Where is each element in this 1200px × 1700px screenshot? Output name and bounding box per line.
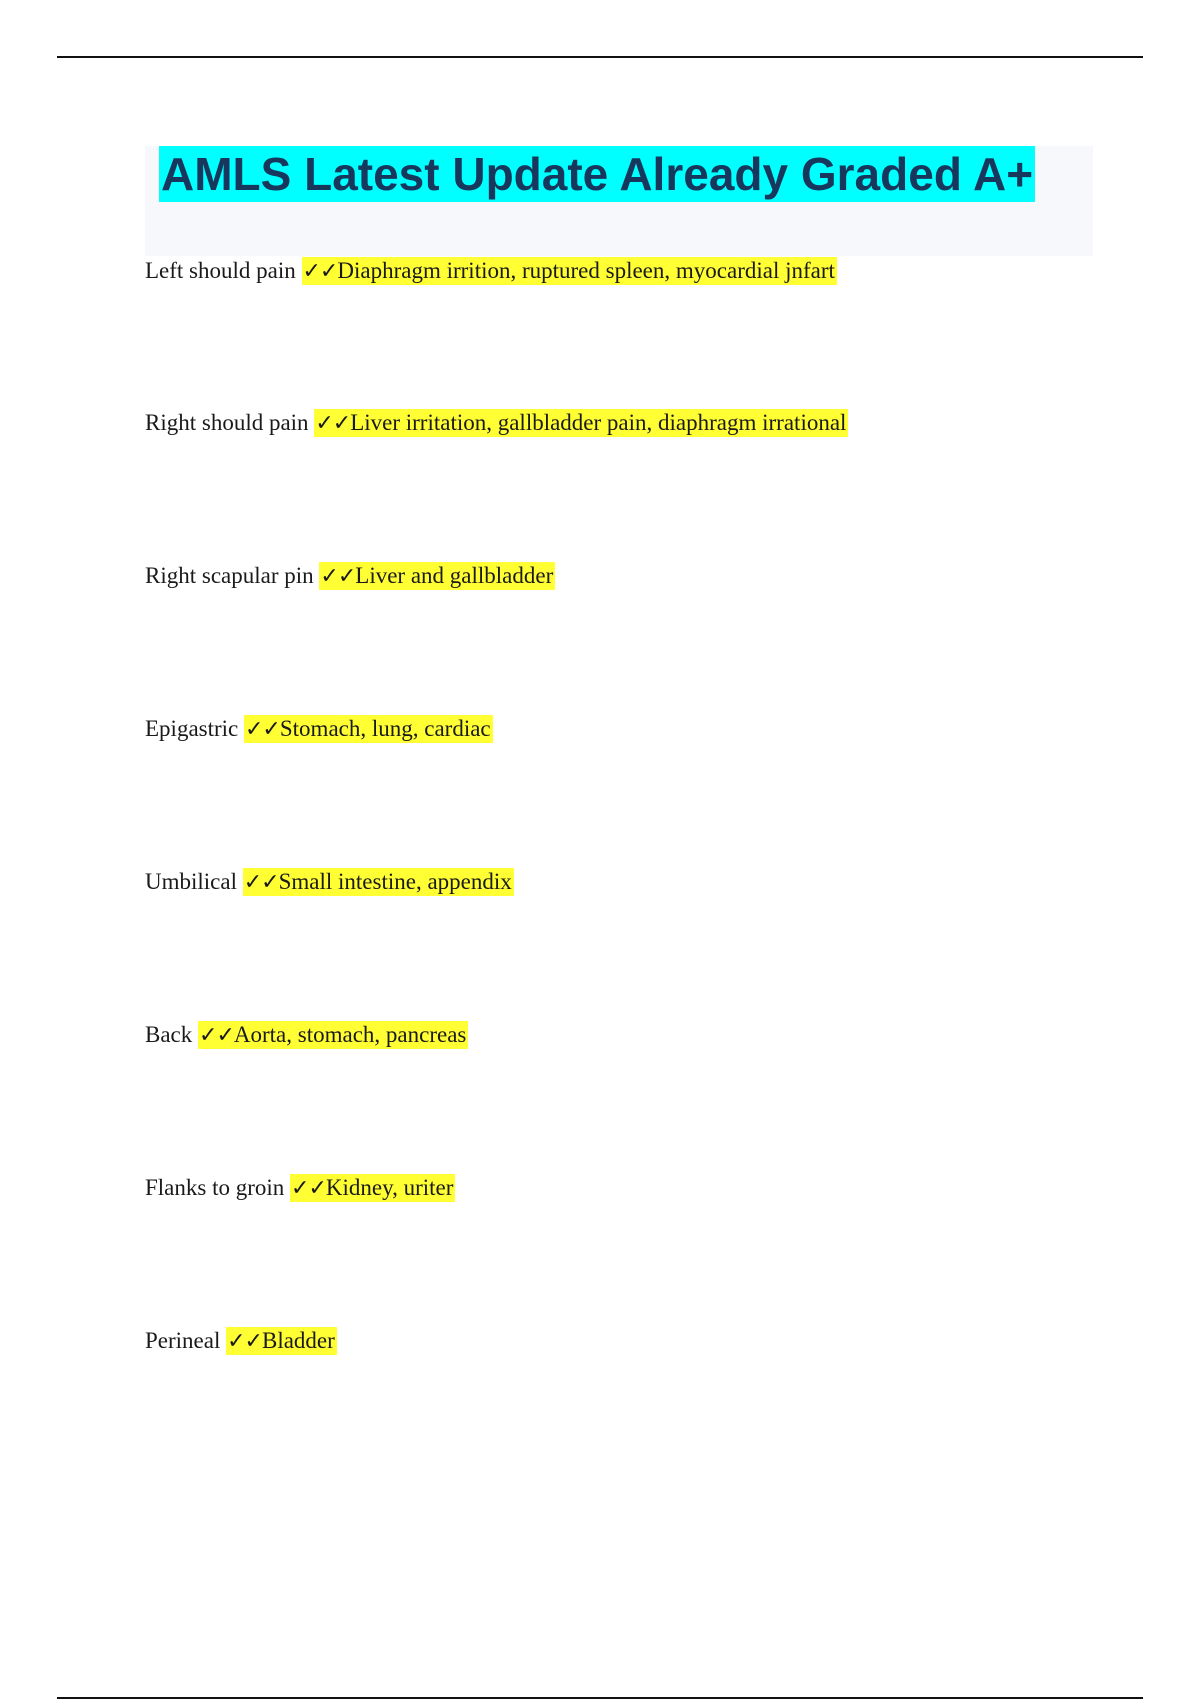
- item-term: Umbilical: [145, 869, 237, 894]
- list-item: [145, 408, 1105, 561]
- double-check-icon: ✓✓: [245, 717, 280, 742]
- item-term: Perineal: [145, 1328, 221, 1353]
- item-term: Back: [145, 1022, 193, 1047]
- item-answer: [244, 715, 493, 743]
- item-answer: [243, 868, 514, 896]
- list-item: [145, 867, 1105, 1020]
- item-answer-text: Stomach, lung, cardiac: [279, 716, 491, 741]
- qa-list: [145, 256, 1105, 1479]
- item-answer: [290, 1174, 455, 1202]
- double-check-icon: ✓✓: [315, 411, 351, 436]
- list-item: [145, 1326, 1105, 1479]
- item-term: Right should pain: [145, 410, 309, 435]
- item-answer-text: Aorta, stomach, pancreas: [233, 1022, 467, 1047]
- double-check-icon: ✓✓: [320, 564, 356, 589]
- double-check-icon: ✓✓: [199, 1023, 234, 1048]
- item-answer-text: Small intestine, appendix: [278, 869, 512, 894]
- item-term: Epigastric: [145, 716, 239, 741]
- item-answer: [302, 257, 837, 285]
- item-answer-text: Bladder: [261, 1328, 335, 1353]
- item-answer: [319, 562, 555, 590]
- double-check-icon: ✓✓: [243, 870, 279, 895]
- header-rule: [57, 56, 1143, 58]
- item-term: Flanks to groin: [145, 1175, 285, 1200]
- item-answer: [198, 1021, 468, 1049]
- title-block: [145, 146, 1093, 256]
- document-title: AMLS Latest Update Already Graded A+: [161, 148, 1034, 200]
- item-answer-text: Kidney, uriter: [325, 1175, 454, 1200]
- item-answer-text: Liver irritation, gallbladder pain, diaphragm irrational: [350, 410, 847, 435]
- item-term: Right scapular pin: [145, 563, 314, 588]
- list-item: [145, 714, 1105, 867]
- list-item: [145, 1020, 1105, 1173]
- footer-rule: [57, 1697, 1143, 1699]
- list-item: [145, 1173, 1105, 1326]
- item-answer-text: Liver and gallbladder: [355, 563, 554, 588]
- list-item: [145, 561, 1105, 714]
- double-check-icon: ✓✓: [291, 1176, 326, 1201]
- double-check-icon: ✓✓: [302, 259, 338, 284]
- item-answer: [314, 409, 848, 437]
- item-term: Left should pain: [145, 258, 296, 283]
- item-answer-text: Diaphragm irrition, ruptured spleen, myocardial jnfart: [337, 258, 835, 283]
- double-check-icon: ✓✓: [227, 1329, 262, 1354]
- list-item: [145, 256, 1105, 408]
- item-answer: [226, 1327, 337, 1355]
